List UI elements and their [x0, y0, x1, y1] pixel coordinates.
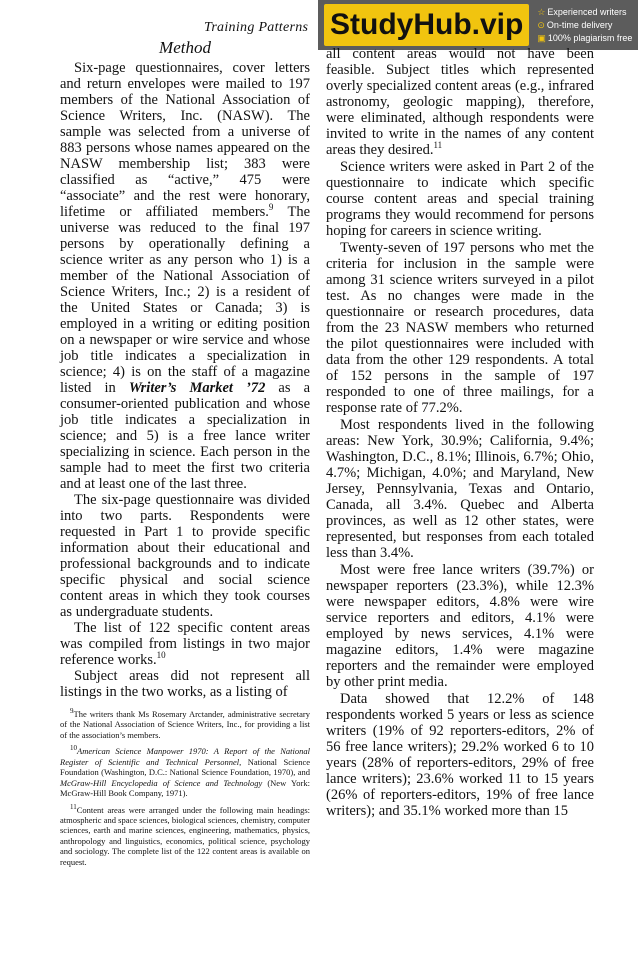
banner-feature — [537, 32, 632, 45]
publication-title: Writer’s Market ’72 — [128, 380, 266, 396]
body-paragraph: Data showed that 12.2% of 148 respondents worked 5 years or less as science writers (19% of 92 reporters-editors, 2% of 56 free lance writers); 29.2% worked 6 to 10 years (28% of reporters-editors, 29% of free lance writers); 23.6% worked 11 to 15 years (26% of reporters-editors, 19% of free lance writers); and 35.1% worked more than 15 — [326, 691, 594, 819]
running-head: Training Patterns — [204, 20, 309, 35]
body-paragraph: Most were free lance writers (39.7%) or newspaper reporters (23.3%), while 12.3% were newspaper editors, 4.8% were wire service reporters and editors, 4.1% were employed by news services, 4.1% were magazine editors, 1.4% were magazine reporters and the remainder were employed by other print media. — [326, 562, 594, 690]
body-paragraph: Six-page questionnaires, cover letters and return envelopes were mailed to 197 members of the National Association of Science Writers, Inc. (NASW). The sample was selected from a universe of 883 persons whose names appeared on the NASW membership list; 383 were classified as “active,” 475 were “associate” and the rest were honorary, lifetime or affiliated members.$^9$ The universe was reduced to the final 197 persons by operationally defining a science writer as any person who 1) is a member of the National Association of Science Writers, Inc.; 2) is a resident of the United States or Canada; 3) is employed in a writing or editing position on a newspaper or wire service and whose job title indicates a specialization in science; 4) is on the staff of a magazine listed in Writer’s Market ’72 as a consumer-oriented publication and whose job title indicates a specialization in science; and 5) is a free lance writer specializing in science. Each person in the sample had to meet the first two criteria and at least one of the last three. — [60, 60, 311, 492]
right-column — [326, 46, 594, 820]
banner-feature-label: Experienced writers — [547, 6, 627, 17]
banner-feature-label: On-time delivery — [546, 19, 613, 30]
footnote: $^{11}$Content areas were arranged under the following main headings: atmospheric and space sciences, biological sciences, chemistry, computer sciences, earth and marine sciences, engineering, mathematics, physics, anthropology and linguistics, economics, political science, psychology and sociology. The complete list of the 122 content areas is available on request. — [60, 802, 310, 867]
banner-feature — [537, 6, 632, 19]
footnotes — [60, 706, 310, 867]
banner-feature — [537, 19, 632, 32]
clock-icon: ⊙ — [537, 19, 545, 30]
body-paragraph: Most respondents lived in the following areas: New York, 30.9%; California, 9.4%; Washington, D.C., 8.1%; Illinois, 6.7%; Ohio, 4.7%; Michigan, 4.0%; and Maryland, New Jersey, Pennsylvania, Texas and Ontario, Canada, all 3.4%. Quebec and Alberta provinces, as well as 12 other states, were represented, but responses from each totaled less than 3.4%. — [326, 417, 594, 561]
body-paragraph: The list of 122 specific content areas was compiled from listings in two major reference works.$^{10}$ — [60, 620, 310, 668]
footnote-ref: 11 — [433, 140, 443, 151]
section-heading: Method — [159, 38, 211, 57]
body-paragraph: Science writers were asked in Part 2 of the questionnaire to indicate which specific course content areas and special training programs they would recommend for persons hoping for careers in science writing. — [326, 159, 594, 239]
banner-logo[interactable]: StudyHub.vip — [324, 4, 529, 46]
footnote: $^{10}$American Science Manpower 1970: A Report of the National Register of Scientific and Technical Personnel, National Science Foundation (Washington, D.C.: National Science Foundation, 1970), and McGraw-Hill Encyclopedia of Science and Technology (New York: McGraw-Hill Book Company, 1971). — [60, 744, 310, 799]
document-icon: ▣ — [537, 32, 546, 43]
footnote-ref: 9 — [268, 202, 274, 213]
body-paragraph: all content areas would not have been feasible. Subject titles which represented overly specialized content areas (e.g., infrared astronomy, geologic mapping), therefore, were eliminated, although respondents were invited to write in the names of any content areas they desired.$^{11}$ — [326, 46, 594, 158]
ad-banner[interactable] — [318, 0, 638, 50]
body-paragraph: The six-page questionnaire was divided into two parts. Respondents were requested in Part 1 to provide specific information about their educational and professional backgrounds and to indicate specific physical and social science content areas in which they took courses as undergraduate students. — [60, 492, 310, 620]
star-icon: ☆ — [537, 6, 546, 17]
body-paragraph: Twenty-seven of 197 persons who met the criteria for inclusion in the sample were among 31 science writers surveyed in a pilot test. As no changes were made in the questionnaire or research procedures, data from the 23 NASW members who returned the pilot questionnaires were included with data from the other 129 respondents. A total of 152 persons in the sample of 197 responded to one of three mailings, for a response rate of 77.2%. — [326, 240, 594, 416]
banner-feature-list — [537, 6, 632, 45]
banner-feature-label: 100% plagiarism free — [547, 32, 633, 43]
footnote: $^9$The writers thank Ms Rosemary Arctander, administrative secretary of the National Association of Science Writers, Inc., for providing a list of the association’s members. — [60, 707, 310, 740]
left-column — [60, 40, 310, 870]
body-paragraph: Subject areas did not represent all listings in the two works, as a listing of — [60, 668, 310, 700]
footnote-ref: 10 — [156, 650, 166, 661]
